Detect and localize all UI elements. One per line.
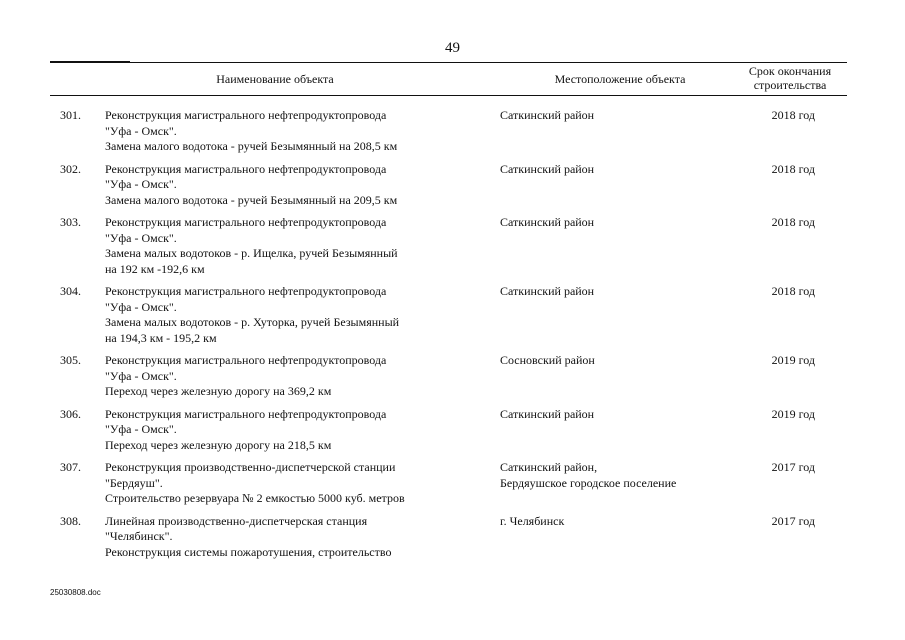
row-completion-date: 2018 год (771, 284, 815, 298)
row-location (500, 108, 730, 124)
location-line: Сосновский район (500, 353, 595, 367)
object-name-line: Реконструкция магистрального нефтепродуктопровода (105, 108, 387, 122)
row-location (500, 514, 730, 530)
row-object-name (105, 460, 475, 507)
table-row (0, 215, 905, 284)
row-number: 302. (60, 161, 81, 176)
object-name-line: Замена малого водотока - ручей Безымянный на 209,5 км (105, 192, 398, 207)
table-row (0, 514, 905, 568)
object-name-line: Реконструкция магистрального нефтепродуктопровода (105, 161, 387, 176)
row-number: 303. (60, 215, 81, 229)
object-name-line: Замена малых водотоков - р. Ищелка, ручей Безымянный (105, 246, 398, 260)
header-completion-line1: Срок окончания (748, 64, 832, 78)
row-number: 307. (60, 460, 81, 474)
row-completion-date: 2018 год (771, 215, 815, 229)
location-line: Саткинский район (500, 161, 595, 176)
row-completion-date: 2018 год (771, 161, 815, 176)
location-line: Саткинский район, (500, 460, 598, 474)
object-name-line: Замена малого водотока - ручей Безымянный на 208,5 км (105, 139, 398, 153)
object-name-line: "Челябинск". (105, 529, 173, 543)
footer-filename: 25030808.doc (50, 588, 101, 597)
row-location (500, 284, 730, 300)
object-name-line: "Уфа - Омск". (105, 177, 177, 191)
row-location (500, 215, 730, 231)
object-name-line: Замена малых водотоков - р. Хуторка, ручей Безымянный (105, 315, 400, 329)
object-name-line: Реконструкция магистрального нефтепродуктопровода (105, 406, 387, 421)
object-name-line: "Уфа - Омск". (105, 123, 177, 138)
row-number: 304. (60, 284, 81, 298)
object-name-line: Переход через железную дорогу на 218,5 км (105, 437, 332, 452)
row-object-name (105, 353, 475, 400)
row-completion-date: 2019 год (771, 353, 815, 367)
location-line: г. Челябинск (500, 513, 565, 528)
object-name-line: Реконструкция системы пожаротушения, строительство (105, 544, 392, 559)
object-name-line: на 194,3 км - 195,2 км (105, 330, 217, 345)
row-completion-date: 2019 год (771, 406, 815, 421)
row-object-name (105, 284, 475, 346)
header-completion-line2: строительства (753, 78, 827, 92)
object-name-line: "Уфа - Омск". (105, 230, 177, 245)
location-line: Саткинский район (500, 406, 595, 421)
header-location: Местоположение объекта (554, 72, 686, 86)
object-name-line: Реконструкция магистрального нефтепродуктопровода (105, 215, 387, 229)
row-object-name (105, 108, 475, 155)
page-number: 49 (445, 40, 460, 56)
location-line: Саткинский район (500, 215, 595, 229)
row-number: 301. (60, 108, 81, 122)
header-name: Наименование объекта (216, 72, 334, 86)
object-name-line: "Уфа - Омск". (105, 368, 177, 383)
row-completion-date: 2017 год (771, 513, 815, 528)
object-name-line: Линейная производственно-диспетчерская станция (105, 513, 368, 528)
object-name-line: Реконструкция магистрального нефтепродуктопровода (105, 284, 387, 298)
object-name-line: Реконструкция магистрального нефтепродуктопровода (105, 353, 387, 367)
row-object-name (105, 162, 475, 209)
location-line: Саткинский район (500, 284, 595, 298)
table-row (0, 353, 905, 407)
row-object-name (105, 407, 475, 454)
object-name-line: "Уфа - Омск". (105, 299, 177, 314)
row-number: 308. (60, 513, 81, 528)
table-row (0, 108, 905, 162)
row-object-name (105, 215, 475, 277)
row-location (500, 353, 730, 369)
row-location (500, 460, 730, 491)
row-location (500, 407, 730, 423)
object-name-line: "Уфа - Омск". (105, 422, 177, 436)
table-header (50, 62, 847, 96)
object-name-line: Строительство резервуара № 2 емкостью 5000 куб. метров (105, 491, 405, 505)
row-location (500, 162, 730, 178)
table-row (0, 162, 905, 216)
location-line: Бердяушское городское поселение (500, 475, 677, 490)
table-body (0, 108, 905, 567)
header-completion (735, 64, 845, 92)
object-name-line: Реконструкция производственно-диспетчерской станции (105, 460, 396, 474)
row-number: 305. (60, 353, 81, 367)
table-row (0, 407, 905, 461)
row-number: 306. (60, 406, 81, 421)
object-name-line: "Бердяуш". (105, 475, 163, 490)
row-completion-date: 2018 год (771, 108, 815, 122)
object-name-line: Переход через железную дорогу на 369,2 км (105, 384, 332, 398)
location-line: Саткинский район (500, 108, 595, 122)
object-name-line: на 192 км -192,6 км (105, 261, 205, 276)
table-row (0, 460, 905, 514)
row-object-name (105, 514, 475, 561)
row-completion-date: 2017 год (771, 460, 815, 474)
table-row (0, 284, 905, 353)
